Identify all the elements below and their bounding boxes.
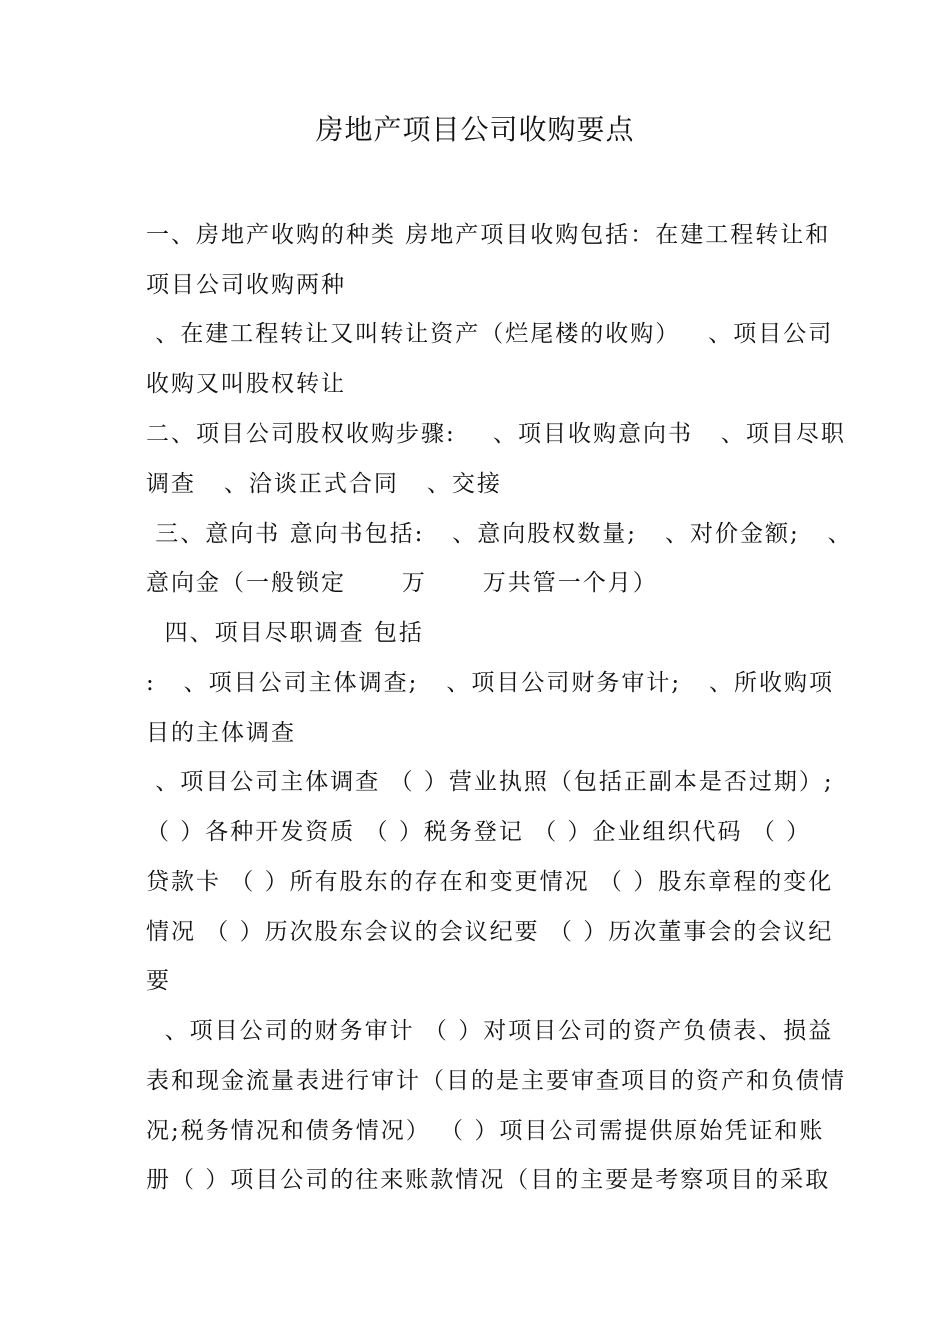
text-line: （ ）各种开发资质 （ ）税务登记 （ ）企业组织代码 （ ）	[146, 819, 812, 845]
text-line: 册（ ）项目公司的往来账款情况（目的主要是考察项目的采取	[146, 1167, 831, 1193]
text-line: 意向金（一般锁定 万 万共管一个月）	[146, 570, 658, 596]
page-title: 房地产项目公司收购要点	[315, 113, 635, 146]
text-line: 况;税务情况和债务情况） （ ）项目公司需提供原始凭证和账	[146, 1118, 825, 1144]
text-line: 、项目公司主体调查 （ ）营业执照（包括正副本是否过期）;	[146, 769, 834, 795]
text-line: 三、意向书 意向书包括: 、意向股权数量; 、对价金额; 、	[146, 521, 853, 547]
text-line: 调查 、洽谈正式合同 、交接	[146, 471, 502, 497]
text-line: 情况 （ ）历次股东会议的会议纪要 （ ）历次董事会的会议纪	[146, 919, 834, 945]
text-line: 目的主体调查	[146, 720, 296, 746]
text-line: 、在建工程转让又叫转让资产（烂尾楼的收购） 、项目公司	[146, 321, 834, 347]
text-line: 贷款卡 （ ）所有股东的存在和变更情况 （ ）股东章程的变化	[146, 869, 834, 895]
text-line: 、项目公司的财务审计 （ ）对项目公司的资产负债表、损益	[146, 1018, 834, 1044]
text-line: 四、项目尽职调查 包括	[146, 620, 424, 646]
text-line: 二、项目公司股权收购步骤: 、项目收购意向书 、项目尽职	[146, 421, 846, 447]
text-line: 要	[146, 968, 171, 994]
text-line: 收购又叫股权转让	[146, 371, 346, 397]
text-line: : 、项目公司主体调查; 、项目公司财务审计; 、所收购项	[146, 670, 835, 696]
text-line: 表和现金流量表进行审计（目的是主要审查项目的资产和负债情	[146, 1068, 846, 1094]
text-line: 项目公司收购两种	[146, 272, 346, 298]
text-line: 一、房地产收购的种类 房地产项目收购包括：在建工程转让和	[146, 222, 831, 248]
